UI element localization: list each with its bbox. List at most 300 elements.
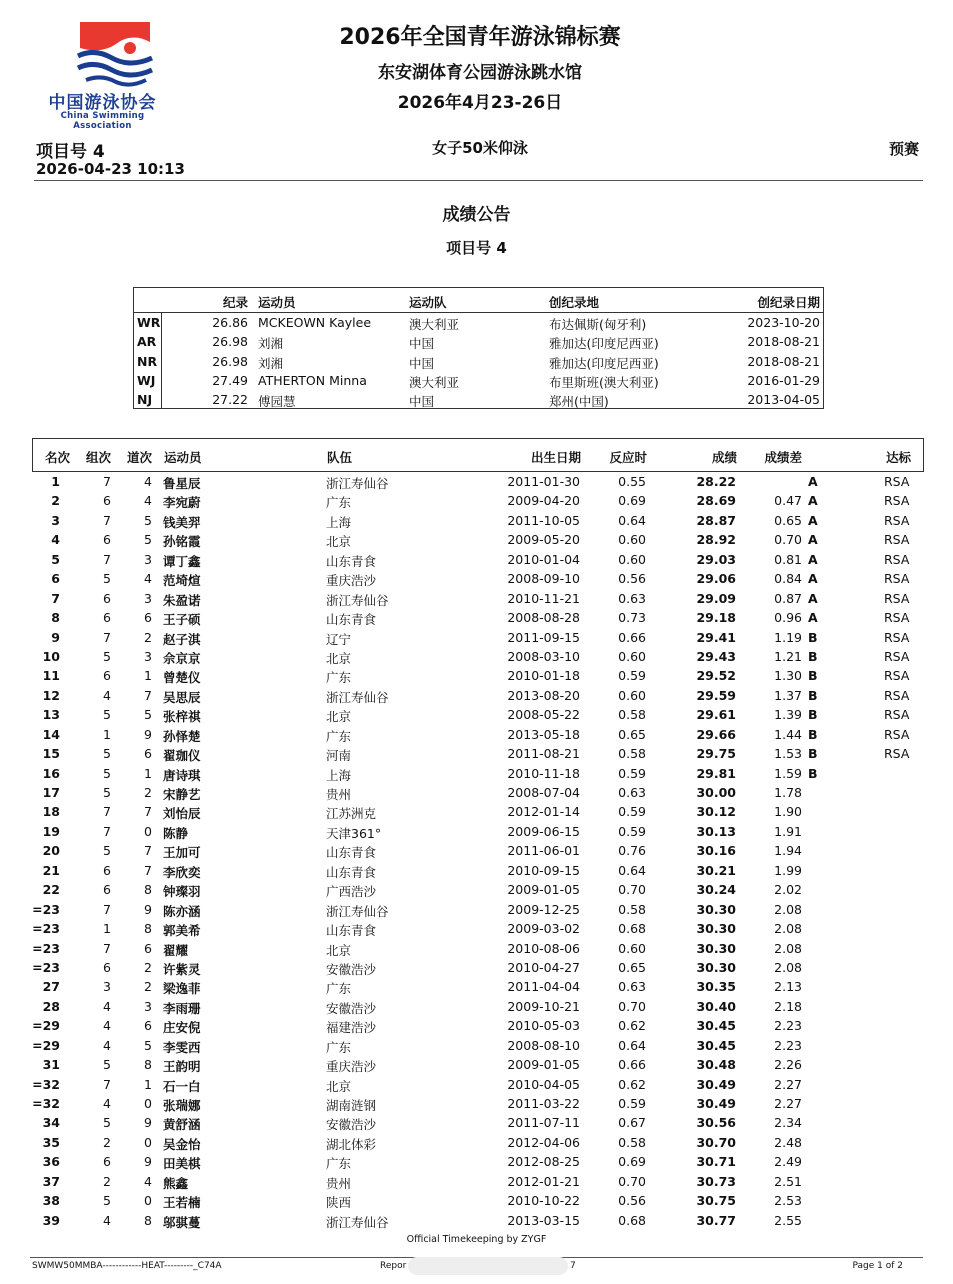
lane: 3: [144, 551, 152, 567]
record-place: 布里斯班(澳大利亚): [549, 374, 659, 390]
reaction-time: 0.60: [618, 687, 646, 703]
lane: 3: [144, 590, 152, 606]
result-time: 30.30: [696, 921, 736, 937]
rank: 39: [42, 1212, 60, 1228]
reaction-time: 0.59: [618, 765, 646, 781]
heat: 4: [103, 1018, 111, 1034]
table-row: [32, 1094, 922, 1113]
athlete-name: 熊鑫: [163, 1175, 189, 1191]
org-name-en: China Swimming Association: [60, 111, 145, 131]
record-time: 27.49: [212, 372, 248, 388]
table-row: [32, 530, 922, 549]
time-diff: 1.30: [774, 668, 802, 684]
lane: 5: [144, 512, 152, 528]
birth-date: 2011-01-30: [507, 474, 580, 489]
reaction-time: 0.63: [618, 785, 646, 800]
association-logo: [30, 18, 175, 131]
rank: 7: [51, 590, 60, 606]
team: 贵州: [326, 1175, 352, 1191]
reaction-time: 0.56: [618, 571, 646, 587]
athlete-name: 佘京京: [163, 650, 201, 666]
grade: A: [808, 474, 818, 489]
time-diff: 2.34: [774, 1115, 802, 1131]
records-header-divider: [134, 312, 823, 313]
event-datetime: 2026-04-23 10:13: [36, 160, 185, 178]
team: 广西浩沙: [326, 884, 377, 900]
result-time: 28.22: [696, 474, 736, 489]
result-time: 30.70: [696, 1134, 736, 1150]
team: 辽宁: [326, 631, 352, 647]
records-table: [133, 287, 824, 409]
qualification: RSA: [884, 629, 910, 645]
table-row: [32, 705, 922, 724]
heat: 5: [103, 648, 111, 664]
heat: 5: [103, 1193, 111, 1209]
birth-date: 2011-06-01: [507, 843, 580, 859]
birth-date: 2009-04-20: [507, 493, 580, 509]
rank: =32: [32, 1096, 60, 1111]
team: 陕西: [326, 1195, 352, 1211]
grade: B: [808, 765, 818, 781]
result-time: 30.45: [696, 1018, 736, 1034]
heat: 7: [103, 474, 111, 489]
lane: 6: [144, 1018, 152, 1034]
lane: 2: [144, 785, 152, 800]
time-diff: 0.81: [774, 551, 802, 567]
team: 福建浩沙: [326, 1020, 377, 1036]
table-row: [32, 569, 922, 588]
team: 天津361°: [326, 825, 382, 841]
athlete-name: 陈静: [163, 825, 189, 841]
col-diff: 成绩差: [764, 450, 802, 465]
team: 北京: [326, 942, 352, 958]
time-diff: 2.08: [774, 959, 802, 975]
time-diff: 2.23: [774, 1037, 802, 1053]
reaction-time: 0.67: [618, 1115, 646, 1131]
header-divider: [34, 180, 923, 181]
lane: 1: [144, 765, 152, 781]
heat: 6: [103, 862, 111, 878]
birth-date: 2010-01-18: [507, 668, 580, 684]
record-team: 中国: [409, 394, 435, 410]
athlete-name: 宋静艺: [163, 787, 201, 802]
table-row: [32, 1113, 922, 1132]
col-qual: 达标: [885, 450, 911, 465]
rank: 15: [42, 746, 60, 762]
rank: 36: [42, 1154, 60, 1170]
event-name: 女子50米仰泳: [432, 139, 528, 157]
reaction-time: 0.70: [618, 882, 646, 898]
table-row: [32, 997, 922, 1016]
table-row: [32, 783, 922, 802]
lane: 1: [144, 1076, 152, 1092]
athlete-name: 邬骐蔓: [163, 1214, 201, 1230]
col-team: 队伍: [327, 450, 353, 465]
result-time: 30.24: [696, 882, 736, 898]
heat: 2: [103, 1134, 111, 1150]
time-diff: 2.08: [774, 940, 802, 956]
lane: 5: [144, 532, 152, 548]
birth-date: 2010-10-22: [507, 1193, 580, 1209]
time-diff: 1.19: [774, 629, 802, 645]
athlete-name: 李雯西: [163, 1039, 201, 1055]
table-row: [32, 861, 922, 880]
heat: 1: [103, 726, 111, 742]
lane: 8: [144, 1057, 152, 1073]
athlete-name: 曾楚仪: [163, 670, 201, 686]
announcement-event-number: 项目号 4: [446, 239, 507, 257]
event-round: 预赛: [888, 140, 919, 158]
grade: B: [808, 707, 818, 723]
heat: 7: [103, 804, 111, 820]
rank: 38: [42, 1193, 60, 1209]
event-number: 项目号 4: [36, 142, 105, 162]
athlete-name: 翟耀: [163, 942, 189, 958]
results-header: [32, 438, 924, 472]
record-time: 27.22: [212, 392, 248, 408]
result-time: 28.69: [696, 493, 736, 509]
heat: 6: [103, 1154, 111, 1170]
record-date: 2018-08-21: [747, 334, 820, 350]
heat: 5: [103, 765, 111, 781]
birth-date: 2011-09-15: [507, 629, 580, 645]
qualification: RSA: [884, 474, 910, 489]
grade: B: [808, 746, 818, 762]
athlete-name: 石一白: [163, 1078, 201, 1094]
heat: 6: [103, 532, 111, 548]
records-col-place: 创纪录地: [549, 295, 600, 310]
reaction-time: 0.64: [618, 1037, 646, 1053]
rank: =29: [32, 1018, 60, 1034]
result-time: 30.49: [696, 1076, 736, 1092]
athlete-name: 李雨珊: [163, 1000, 201, 1016]
time-diff: 2.23: [774, 1018, 802, 1034]
time-diff: 1.78: [774, 785, 802, 800]
rank: =23: [32, 959, 60, 975]
time-diff: 1.44: [774, 726, 802, 742]
records-col-date: 创纪录日期: [757, 295, 820, 310]
heat: 7: [103, 823, 111, 839]
birth-date: 2008-07-04: [507, 785, 580, 800]
athlete-name: 梁逸菲: [163, 981, 201, 997]
result-time: 29.43: [696, 648, 736, 664]
announcement-title: 成绩公告: [442, 205, 511, 225]
table-row: [32, 1172, 922, 1191]
rank: =23: [32, 940, 60, 956]
result-time: 29.52: [696, 668, 736, 684]
table-row: [32, 666, 922, 685]
team: 安徽浩沙: [326, 1117, 377, 1133]
lane: 6: [144, 746, 152, 762]
result-time: 30.30: [696, 940, 736, 956]
qualification: RSA: [884, 687, 910, 703]
table-row: [32, 822, 922, 841]
table-row: [32, 900, 922, 919]
table-row: [32, 744, 922, 763]
record-athlete: MCKEOWN Kaylee: [258, 315, 372, 330]
table-row: [32, 1055, 922, 1074]
team: 安徽浩沙: [326, 1000, 377, 1016]
heat: 7: [103, 512, 111, 528]
reaction-time: 0.65: [618, 726, 646, 742]
athlete-name: 许紫灵: [163, 961, 201, 977]
time-diff: 0.84: [774, 571, 802, 587]
heat: 7: [103, 551, 111, 567]
org-name-cn: 中国游泳协会: [48, 93, 157, 113]
lane: 8: [144, 921, 152, 937]
table-row: [32, 1016, 922, 1035]
result-time: 29.59: [696, 687, 736, 703]
reaction-time: 0.58: [618, 746, 646, 762]
reaction-time: 0.59: [618, 1096, 646, 1111]
qualification: RSA: [884, 726, 910, 742]
rank: 17: [42, 785, 60, 800]
qualification: RSA: [884, 551, 910, 567]
lane: 4: [144, 571, 152, 587]
rank: 13: [42, 707, 60, 723]
team: 上海: [326, 767, 352, 783]
birth-date: 2011-03-22: [507, 1096, 580, 1111]
heat: 6: [103, 590, 111, 606]
report-tail: 7: [570, 1261, 576, 1271]
rank: 31: [42, 1057, 60, 1073]
result-time: 29.75: [696, 746, 736, 762]
result-time: 29.66: [696, 726, 736, 742]
rank: 16: [42, 765, 60, 781]
heat: 2: [103, 1173, 111, 1189]
time-diff: 2.48: [774, 1134, 802, 1150]
record-code: AR: [137, 334, 157, 350]
heat: 4: [103, 687, 111, 703]
reaction-time: 0.68: [618, 921, 646, 937]
result-time: 29.61: [696, 707, 736, 723]
official-timekeeping: Official Timekeeping by ZYGF: [406, 1234, 547, 1245]
table-row: [32, 550, 922, 569]
time-diff: 1.37: [774, 687, 802, 703]
heat: 5: [103, 843, 111, 859]
athlete-name: 黄舒涵: [163, 1117, 201, 1133]
athlete-name: 鲁星辰: [163, 476, 201, 491]
page-indicator: Page 1 of 2: [852, 1261, 903, 1271]
record-date: 2013-04-05: [747, 392, 820, 408]
time-diff: 2.26: [774, 1057, 802, 1073]
result-time: 29.41: [696, 629, 736, 645]
rank: 22: [42, 882, 60, 898]
reaction-time: 0.76: [618, 843, 646, 859]
athlete-name: 孙铭霞: [163, 534, 201, 550]
time-diff: 1.59: [774, 765, 802, 781]
time-diff: 2.27: [774, 1096, 802, 1111]
birth-date: 2009-01-05: [507, 882, 580, 898]
lane: 0: [144, 1134, 152, 1150]
heat: 4: [103, 1096, 111, 1111]
reaction-time: 0.66: [618, 1057, 646, 1073]
lane: 0: [144, 1193, 152, 1209]
result-time: 30.71: [696, 1154, 736, 1170]
qualification: RSA: [884, 648, 910, 664]
result-time: 29.03: [696, 551, 736, 567]
athlete-name: 唐诗琪: [163, 767, 201, 783]
reaction-time: 0.58: [618, 707, 646, 723]
time-diff: 2.02: [774, 882, 802, 898]
qualification: RSA: [884, 571, 910, 587]
athlete-name: 陈亦涵: [163, 903, 201, 919]
rank: 5: [51, 551, 60, 567]
table-row: [32, 725, 922, 744]
reaction-time: 0.60: [618, 940, 646, 956]
col-heat: 组次: [86, 450, 112, 465]
team: 北京: [326, 1078, 352, 1094]
col-lane: 道次: [127, 450, 153, 465]
team: 浙江寿仙谷: [326, 689, 389, 705]
lane: 0: [144, 1096, 152, 1111]
reaction-time: 0.60: [618, 532, 646, 548]
team: 浙江寿仙谷: [326, 903, 389, 919]
team: 广东: [326, 495, 352, 511]
heat: 4: [103, 1212, 111, 1228]
birth-date: 2008-08-28: [507, 610, 580, 626]
reaction-time: 0.62: [618, 1076, 646, 1092]
record-team: 中国: [409, 336, 435, 352]
reaction-time: 0.56: [618, 1193, 646, 1209]
record-team: 澳大利亚: [409, 317, 460, 332]
reaction-time: 0.60: [618, 551, 646, 567]
team: 广东: [326, 1156, 352, 1172]
heat: 7: [103, 629, 111, 645]
col-rank: 名次: [45, 450, 71, 465]
birth-date: 2009-12-25: [507, 901, 580, 917]
athlete-name: 谭丁鑫: [163, 553, 201, 569]
table-row: [32, 589, 922, 608]
birth-date: 2013-05-18: [507, 726, 580, 742]
reaction-time: 0.59: [618, 804, 646, 820]
lane: 7: [144, 843, 152, 859]
rank: 18: [42, 804, 60, 820]
birth-date: 2009-06-15: [507, 823, 580, 839]
lane: 9: [144, 1154, 152, 1170]
athlete-name: 赵子淇: [163, 631, 201, 647]
grade: B: [808, 687, 818, 703]
table-row: [32, 1133, 922, 1152]
qualification: RSA: [884, 668, 910, 684]
team: 广东: [326, 981, 352, 997]
record-place: 布达佩斯(匈牙利): [549, 317, 647, 332]
col-reaction: 反应时: [609, 450, 647, 465]
reaction-time: 0.73: [618, 610, 646, 626]
athlete-name: 李宛蔚: [163, 495, 201, 511]
result-time: 30.48: [696, 1057, 736, 1073]
reaction-time: 0.59: [618, 668, 646, 684]
team: 山东青食: [326, 553, 377, 569]
table-row: [32, 1075, 922, 1094]
team: 山东青食: [326, 845, 377, 861]
reaction-time: 0.58: [618, 1134, 646, 1150]
rank: 2: [51, 493, 60, 509]
heat: 5: [103, 707, 111, 723]
record-date: 2023-10-20: [747, 315, 820, 330]
result-time: 30.21: [696, 862, 736, 878]
time-diff: 0.70: [774, 532, 802, 548]
reaction-time: 0.64: [618, 512, 646, 528]
team: 上海: [326, 514, 352, 530]
record-code: NR: [137, 353, 158, 369]
swimming-logo-icon: [72, 18, 158, 88]
reaction-time: 0.55: [618, 474, 646, 489]
heat: 7: [103, 901, 111, 917]
athlete-name: 王若楠: [163, 1195, 201, 1211]
table-row: [32, 958, 922, 977]
heat: 6: [103, 668, 111, 684]
lane: 1: [144, 668, 152, 684]
team: 浙江寿仙谷: [326, 476, 389, 491]
lane: 8: [144, 882, 152, 898]
table-row: [32, 939, 922, 958]
birth-date: 2009-01-05: [507, 1057, 580, 1073]
rank: 21: [42, 862, 60, 878]
lane: 2: [144, 629, 152, 645]
lane: 9: [144, 1115, 152, 1131]
grade: B: [808, 668, 818, 684]
team: 重庆浩沙: [326, 573, 377, 589]
reaction-time: 0.64: [618, 862, 646, 878]
result-time: 28.87: [696, 512, 736, 528]
table-row: [32, 647, 922, 666]
reaction-time: 0.69: [618, 493, 646, 509]
record-team: 澳大利亚: [409, 374, 460, 390]
table-row: [32, 628, 922, 647]
record-athlete: 刘湘: [258, 336, 284, 352]
record-athlete: 傅园慧: [258, 394, 296, 410]
birth-date: 2008-05-22: [507, 707, 580, 723]
athlete-name: 刘怡辰: [163, 806, 201, 822]
grade: A: [808, 493, 818, 509]
record-code: WJ: [137, 372, 156, 388]
qualification: RSA: [884, 493, 910, 509]
result-time: 30.13: [696, 823, 736, 839]
grade: A: [808, 551, 818, 567]
time-diff: 1.21: [774, 648, 802, 664]
birth-date: 2008-09-10: [507, 571, 580, 587]
record-time: 26.98: [212, 334, 248, 350]
team: 江苏洲克: [326, 806, 377, 822]
results-rows: [32, 472, 922, 1230]
birth-date: 2009-03-02: [507, 921, 580, 937]
grade: B: [808, 629, 818, 645]
qualification: RSA: [884, 532, 910, 548]
team: 湖南涟钢: [326, 1098, 377, 1113]
rank: 37: [42, 1173, 60, 1189]
record-athlete: 刘湘: [258, 355, 284, 371]
result-time: 30.16: [696, 843, 736, 859]
birth-date: 2010-01-04: [507, 551, 580, 567]
reaction-time: 0.58: [618, 901, 646, 917]
time-diff: 1.91: [774, 823, 802, 839]
lane: 6: [144, 940, 152, 956]
table-row: [32, 686, 922, 705]
result-time: 30.56: [696, 1115, 736, 1131]
qualification: RSA: [884, 707, 910, 723]
lane: 3: [144, 648, 152, 664]
rank: 27: [42, 979, 60, 995]
birth-date: 2010-05-03: [507, 1018, 580, 1034]
time-diff: 2.53: [774, 1193, 802, 1209]
heat: 6: [103, 493, 111, 509]
team: 广东: [326, 1039, 352, 1055]
lane: 4: [144, 474, 152, 489]
team: 北京: [326, 534, 352, 550]
athlete-name: 郭美希: [163, 923, 201, 939]
result-time: 30.35: [696, 979, 736, 995]
